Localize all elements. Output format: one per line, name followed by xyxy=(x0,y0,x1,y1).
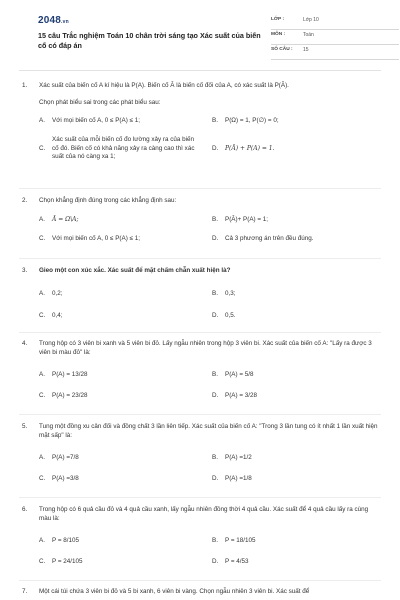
option-b[interactable]: B. 0,3; xyxy=(212,289,236,297)
option-text: P = 8/105 xyxy=(52,537,80,544)
option-text: Cả 3 phương án trên đều đúng. xyxy=(225,234,314,242)
question-divider xyxy=(19,414,381,415)
option-text: P(Ω) = 1, P(∅) = 0; xyxy=(225,117,279,124)
option-text: 0,3; xyxy=(225,289,236,297)
header-divider xyxy=(19,70,381,71)
option-text: P(A) =7/8 xyxy=(52,454,79,461)
question-divider xyxy=(19,580,381,581)
option-b[interactable]: B. P(Ω) = 1, P(∅) = 0; xyxy=(212,117,279,124)
meta-row-count xyxy=(271,45,399,60)
question-text: Chọn khẳng định đúng trong các khẳng định sau: xyxy=(39,197,177,204)
meta-value: Lớp 10 xyxy=(303,17,319,23)
option-c[interactable]: C. 0,4; xyxy=(39,311,63,319)
option-text: P(Ā)+ P(A) = 1; xyxy=(225,215,269,223)
logo-main: 2048 xyxy=(38,15,62,26)
page-title: 15 câu Trắc nghiệm Toán 10 chân trời sáng tạo Xác suất của biến cố có đáp án xyxy=(38,31,261,50)
option-b[interactable]: B. P = 18/105 xyxy=(212,537,256,544)
option-d[interactable]: D. 0,5. xyxy=(212,311,236,319)
option-text: Với mọi biến cố A, 0 ≤ P(A) ≤ 1; xyxy=(52,234,141,242)
option-text: P(A) = 13/28 xyxy=(52,371,88,378)
question-5 xyxy=(19,423,381,494)
meta-label: SỐ CÂU : xyxy=(271,47,293,52)
question-text: Trong hộp có 3 viên bi xanh và 5 viên bi đỏ. Lấy ngẫu nhiên trong hộp 3 viên bi. Xác suất của biến cố A: "Lấy ra được 3 viên bi màu đỏ" là: xyxy=(39,340,372,356)
question-number: 7. xyxy=(22,588,28,595)
option-a[interactable]: A. P(A) =7/8 xyxy=(39,454,79,461)
option-text: Ā = Ω\A; xyxy=(52,215,79,223)
option-text: P = 24/105 xyxy=(52,558,83,565)
question-prompt: Chọn phát biểu sai trong các phát biểu sau: xyxy=(39,98,161,106)
option-list xyxy=(39,537,381,577)
option-list xyxy=(39,290,381,330)
option-text: P(A) =3/8 xyxy=(52,475,79,482)
worksheet-header xyxy=(19,0,381,64)
option-list xyxy=(39,117,381,179)
option-text: P = 18/105 xyxy=(225,537,256,544)
option-d[interactable]: D. P(Ā) + P(A) = 1. xyxy=(212,145,275,152)
question-text: Một cái túi chứa 3 viên bi đỏ và 5 bi xanh, 6 viên bi vàng. Chọn ngẫu nhiên 3 viên bi. Xác suất để xyxy=(39,588,310,595)
question-number: 6. xyxy=(22,506,28,513)
option-list xyxy=(39,216,381,256)
question-number: 5. xyxy=(22,423,28,430)
option-text: 0,5. xyxy=(225,311,236,319)
option-c[interactable]: C. P(A) = 23/28 xyxy=(39,392,88,399)
meta-label: MÔN : xyxy=(271,32,286,37)
meta-row-grade xyxy=(271,15,399,30)
question-divider xyxy=(19,258,381,259)
question-divider xyxy=(19,497,381,498)
option-a[interactable]: A. P = 8/105 xyxy=(39,537,80,544)
option-list xyxy=(39,371,381,411)
question-2 xyxy=(19,197,381,256)
site-logo[interactable] xyxy=(38,14,69,28)
meta-table xyxy=(271,15,399,60)
option-text: P(A) =1/2 xyxy=(225,454,252,461)
question-4 xyxy=(19,340,381,411)
option-b[interactable]: B. P(Ā)+ P(A) = 1; xyxy=(212,215,269,223)
option-text: P(Ā) + P(A) = 1. xyxy=(225,145,275,152)
option-c[interactable]: C. P = 24/105 xyxy=(39,558,83,565)
option-list xyxy=(39,454,381,494)
option-a[interactable]: A. P(A) = 13/28 xyxy=(39,371,88,378)
question-text: Xác suất của biến cố A kí hiệu là P(A). Biến cố Ā là biến cố đối của A, có xác suất là P(Ā). xyxy=(39,82,289,89)
option-text: P(A) = 5/8 xyxy=(225,371,254,378)
option-a[interactable]: A. Với mọi biến cố A, 0 ≤ P(A) ≤ 1; xyxy=(39,117,141,124)
option-a[interactable]: A. 0,2; xyxy=(39,289,63,297)
option-c[interactable]: C. P(A) =3/8 xyxy=(39,475,79,482)
question-text: Trong hộp có 6 quả cầu đỏ và 4 quả cầu xanh, lấy ngẫu nhiên đồng thời 4 quả cầu. Xác suất để 4 quả cầu lấy ra cùng màu là: xyxy=(39,506,369,522)
question-divider xyxy=(19,188,381,189)
meta-value: 15 xyxy=(303,47,309,53)
option-text: P(A) = 3/28 xyxy=(225,392,258,399)
question-3 xyxy=(19,267,381,330)
option-d[interactable]: D. P = 4/53 xyxy=(212,558,249,565)
question-text: Tung một đồng xu cân đối và đồng chất 3 lần liên tiếp. Xác suất của biến cố A: "Trong 3 lần tung có ít nhất 1 lần xuất hiện mặt sấp" là: xyxy=(39,423,378,439)
option-b[interactable]: B. P(A) =1/2 xyxy=(212,454,252,461)
question-divider xyxy=(19,332,381,333)
option-text: P(A) =1/8 xyxy=(225,475,252,482)
question-number: 4. xyxy=(22,340,28,347)
question-number: 1. xyxy=(22,82,28,89)
question-6 xyxy=(19,506,381,577)
option-b[interactable]: B. P(A) = 5/8 xyxy=(212,371,254,378)
question-1 xyxy=(19,82,381,179)
question-number: 2. xyxy=(22,197,28,204)
meta-label: LỚP : xyxy=(271,17,285,22)
option-text: 0,2; xyxy=(52,289,63,297)
logo-suffix: .vn xyxy=(61,19,69,25)
option-text: Xác suất của mỗi biến cố đo lường xảy ra của biến cố đó. Biến cố có khả năng xảy ra càng cao thì xác suất của nó càng xa 1; xyxy=(52,136,195,160)
option-text: P(A) = 23/28 xyxy=(52,392,88,399)
option-text: 0,4; xyxy=(52,311,63,319)
option-a[interactable]: A. Ā = Ω\A; xyxy=(39,215,79,223)
question-number: 3. xyxy=(22,267,28,274)
question-7 xyxy=(19,588,381,597)
meta-value: Toán xyxy=(303,32,314,38)
option-c[interactable]: C. Xác suất của mỗi biến cố đo lường xảy ra của biến cố đó. Biến cố có khả năng xảy ra càng cao thì xác suất của nó càng xa 1; xyxy=(39,136,209,162)
option-d[interactable]: D. P(A) = 3/28 xyxy=(212,392,258,399)
option-d[interactable]: D. Cả 3 phương án trên đều đúng. xyxy=(212,234,314,242)
meta-row-subject xyxy=(271,30,399,45)
option-text: Với mọi biến cố A, 0 ≤ P(A) ≤ 1; xyxy=(52,117,141,124)
option-c[interactable]: C. Với mọi biến cố A, 0 ≤ P(A) ≤ 1; xyxy=(39,234,141,242)
question-text: Gieo một con xúc xắc. Xác suất để mặt chấm chẵn xuất hiện là? xyxy=(39,267,231,274)
option-text: P = 4/53 xyxy=(225,558,249,565)
option-d[interactable]: D. P(A) =1/8 xyxy=(212,475,252,482)
